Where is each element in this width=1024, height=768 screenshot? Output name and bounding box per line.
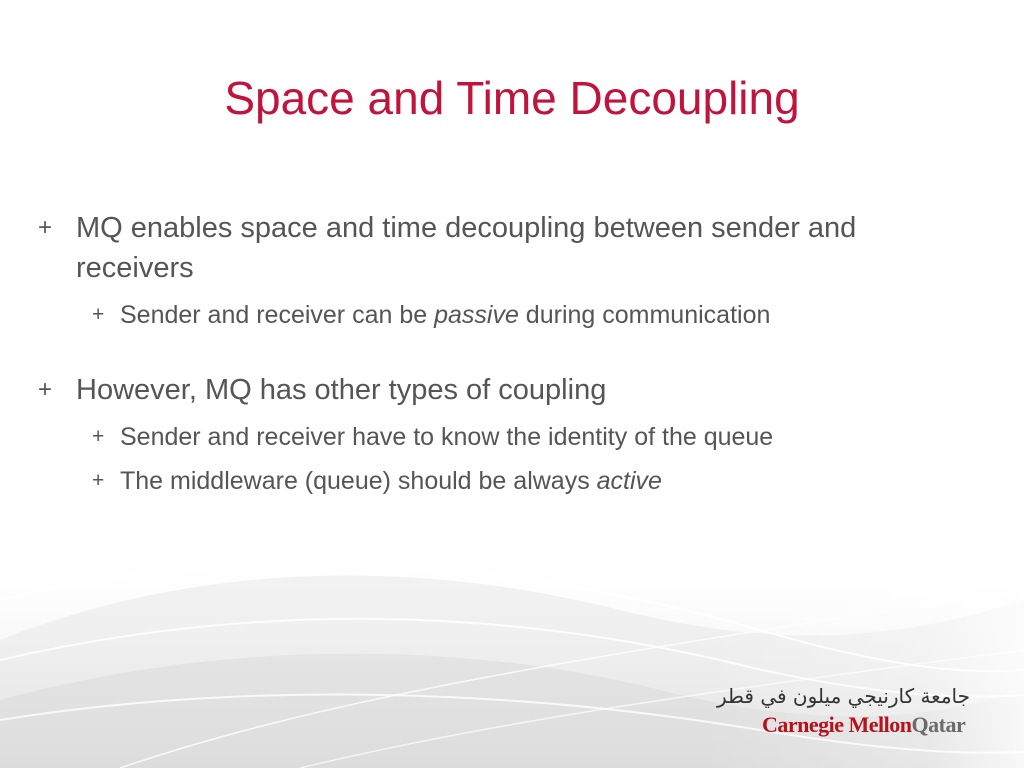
sub-bullet-text-before: The middleware (queue) should be always [120, 467, 597, 495]
logo-arabic-text: جامعة كارنيجي ميلون في قطر [716, 684, 970, 708]
sub-bullet-marker: + [92, 303, 105, 326]
bullet-text: MQ enables space and time decoupling between sender and receivers [76, 212, 857, 284]
bullet-level2 [36, 298, 966, 332]
slide-body [36, 208, 966, 498]
sub-bullet-text-before: Sender and receiver can be [120, 301, 435, 329]
bullet-marker: + [38, 214, 53, 241]
bullet-text: However, MQ has other types of coupling [76, 374, 607, 406]
sub-bullet-text: Sender and receiver have to know the identity of the queue [120, 423, 774, 451]
bullet-level2 [36, 420, 966, 454]
bullet-level2 [36, 464, 966, 498]
logo-english-text [762, 712, 965, 738]
cmu-qatar-logo [716, 684, 978, 740]
sub-bullet-text-italic: active [596, 467, 662, 495]
slide-title: Space and Time Decoupling [224, 72, 800, 124]
sub-bullet-marker: + [92, 469, 105, 492]
logo-carnegie-mellon: Carnegie Mellon [762, 712, 912, 737]
sub-bullet-text-after: during communication [518, 301, 771, 329]
sub-bullet-marker: + [92, 425, 105, 448]
logo-qatar: Qatar [911, 712, 966, 737]
bullet-level1 [36, 370, 966, 410]
bullet-level1 [36, 208, 966, 288]
sub-bullet-text-italic: passive [434, 301, 519, 329]
bullet-marker: + [38, 376, 53, 403]
